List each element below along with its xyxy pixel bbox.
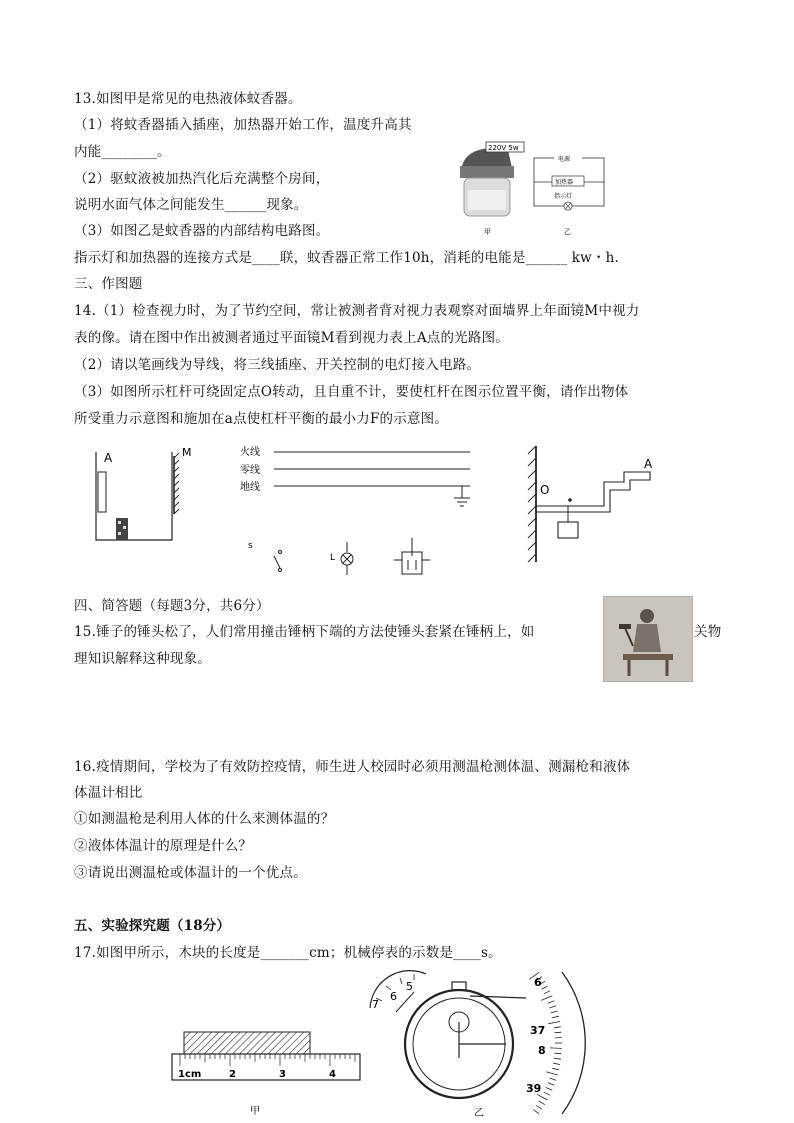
minute-label-7: 7 <box>372 998 379 1011</box>
hanging-weight <box>558 522 578 538</box>
ground-wire-label: 地线 <box>240 482 260 493</box>
q13-title: 13.如图甲是常见的电热液体蚊香器。 <box>74 91 302 107</box>
ruler-fig-jia: 甲 <box>250 1106 260 1117</box>
q14-part2: （2）请以笔画线为导线，将三线插座、开关控制的电灯接入电路。 <box>74 357 481 373</box>
magnified-scale-arc <box>562 972 585 1114</box>
pivot-point <box>568 498 572 502</box>
scale-tick <box>541 996 552 1001</box>
q16-sub3: ③请说出测温枪或体温计的一个优点。 <box>74 865 307 881</box>
fig-jia-label: 甲 <box>484 228 491 236</box>
q15-line1-end: 关物 <box>694 624 722 640</box>
lamp-symbol <box>341 542 353 575</box>
fig-yi-label: 乙 <box>564 228 571 236</box>
q15-line1: 15.锤子的锤头松了，人们常用撞击锤柄下端的方法使锤头套紧在锤柄上，如 <box>74 624 535 640</box>
q16-sub2: ②液体体温计的原理是什么？ <box>74 838 253 854</box>
ruler-label-3: 3 <box>279 1069 286 1080</box>
scale-tick <box>552 1068 559 1070</box>
q13-part1-line1: （1）将蚊香器插入插座，加热器开始工作，温度升高其 <box>74 117 412 133</box>
rating-label: 220V 5w <box>488 144 519 152</box>
point-a-lever-label: A <box>644 457 653 471</box>
repeller-base <box>460 166 514 178</box>
switch-s-label: s <box>248 541 253 551</box>
person-head <box>640 609 654 623</box>
ruler-label-4: 4 <box>329 1069 336 1080</box>
scale-tick <box>544 991 550 994</box>
q17-line1: 17.如图甲所示，木块的长度是_______cm；机械停表的示数是____s。 <box>74 945 502 961</box>
q16-line1: 16.疫情期间，学校为了有效防控疫情，师生进人校园时必须用测温枪测体温、测漏枪和液体 <box>74 759 631 775</box>
ruler-label-1cm: 1cm <box>178 1069 202 1080</box>
scale-tick <box>541 986 547 989</box>
three-pin-socket <box>394 538 430 574</box>
switch-symbol <box>274 551 282 572</box>
q14-circuit-figure <box>236 442 486 582</box>
q13-figure <box>448 138 618 238</box>
scale-tick <box>551 1011 558 1013</box>
lamp-l-label: L <box>330 553 336 563</box>
mirror-m-label: M <box>182 446 192 459</box>
minute-label-5: 5 <box>406 980 413 993</box>
scale-tick <box>549 1078 556 1080</box>
scale-tick <box>533 1110 539 1114</box>
minute-pointer <box>396 992 414 1012</box>
q17-stopwatch-figure <box>366 968 596 1118</box>
scale-tick <box>537 1094 548 1100</box>
lamp-label: 指示灯 <box>554 193 573 200</box>
scale-label-6: 6 <box>534 976 542 989</box>
scale-tick <box>546 1072 558 1075</box>
q14-part1-line2: 表的像。请在图中作出被测者通过平面镜M看到视力表上A点的光路图。 <box>74 330 509 346</box>
scale-label-39: 39 <box>526 1082 542 1095</box>
scale-tick <box>549 1006 556 1008</box>
q14-part3-line1: （3）如图所示杠杆可绕固定点O转动，且自重不计，要使杠杆在图示位置平衡，请作出物体 <box>74 384 629 400</box>
point-a-label: A <box>104 451 113 465</box>
q17-ruler-figure <box>170 1024 370 1120</box>
eye-chart <box>98 472 106 512</box>
minute-label-6: 6 <box>390 990 397 1003</box>
ground-symbol <box>454 498 470 506</box>
scale-label-37: 37 <box>530 1024 546 1037</box>
scale-tick <box>536 1105 542 1109</box>
scale-label-8: 8 <box>538 1044 546 1057</box>
scale-tick <box>554 1027 561 1028</box>
scale-tick <box>548 1001 555 1004</box>
heater-label: 加热器 <box>555 179 574 186</box>
q14-part1-line1: 14.（1）检查视力时，为了节约空间，常让被测者背对视力表观察对面墙界上年面镜M中视力 <box>74 303 640 319</box>
neutral-wire-label: 零线 <box>240 465 260 476</box>
scale-tick <box>546 1088 552 1091</box>
section5-title: 五、实验探究题（18分） <box>74 918 231 934</box>
q14-lever-figure <box>524 442 674 572</box>
scale-tick <box>555 1053 562 1054</box>
scale-tick <box>552 1016 559 1018</box>
q15-hammer-photo <box>603 596 693 682</box>
q13-part1-line2: 内能________。 <box>74 144 171 160</box>
q14-mirror-figure <box>86 442 206 552</box>
stopwatch-fig-yi: 乙 <box>474 1108 484 1118</box>
scale-tick <box>554 1058 561 1059</box>
scale-tick <box>555 1032 562 1033</box>
scale-tick <box>550 1048 562 1049</box>
live-wire-label: 火线 <box>240 447 260 458</box>
person-figure <box>116 518 128 540</box>
person-body <box>633 624 661 652</box>
watch-crown <box>452 982 466 990</box>
scale-tick <box>548 1022 560 1024</box>
q16-sub1: ①如测温枪是利用人体的什么来测体温的？ <box>74 811 335 827</box>
q13-part3-line1: （3）如图乙是蚊香器的内部结构电路图。 <box>74 223 330 239</box>
section4-title: 四、简答题（每题3分，共6分） <box>74 598 270 614</box>
q16-line2: 体温计相比 <box>74 785 143 801</box>
q15-line2: 理知识解释这种现象。 <box>74 651 211 667</box>
section3-title: 三、作图题 <box>74 276 143 292</box>
scale-tick <box>548 1083 555 1086</box>
wooden-block <box>184 1032 310 1054</box>
room-outline <box>96 452 172 540</box>
scale-tick <box>539 1101 545 1105</box>
hammer-head <box>619 624 631 629</box>
q13-part3-line2: 指示灯和加热器的连接方式是____联，蚊香器正常工作10h，消耗的电能是______ kw・h. <box>74 250 619 266</box>
q13-part2-line2: 说明水面气体之间能发生______现象。 <box>74 197 308 213</box>
scale-tick <box>553 1063 560 1064</box>
q13-part2-line1: （2）驱蚊液被加热汽化后充满整个房间， <box>74 171 330 187</box>
ruler-label-2: 2 <box>229 1069 236 1080</box>
wall-hatching <box>528 446 536 562</box>
q14-part3-line2: 所受重力示意图和施加在a点使杠杆平衡的最小力F的示意图。 <box>74 411 449 427</box>
power-source-label: 电源 <box>558 156 571 163</box>
pivot-o-label: O <box>540 483 550 497</box>
bench <box>623 654 673 660</box>
scale-tick <box>544 1092 550 1095</box>
lever-bar <box>536 472 650 512</box>
